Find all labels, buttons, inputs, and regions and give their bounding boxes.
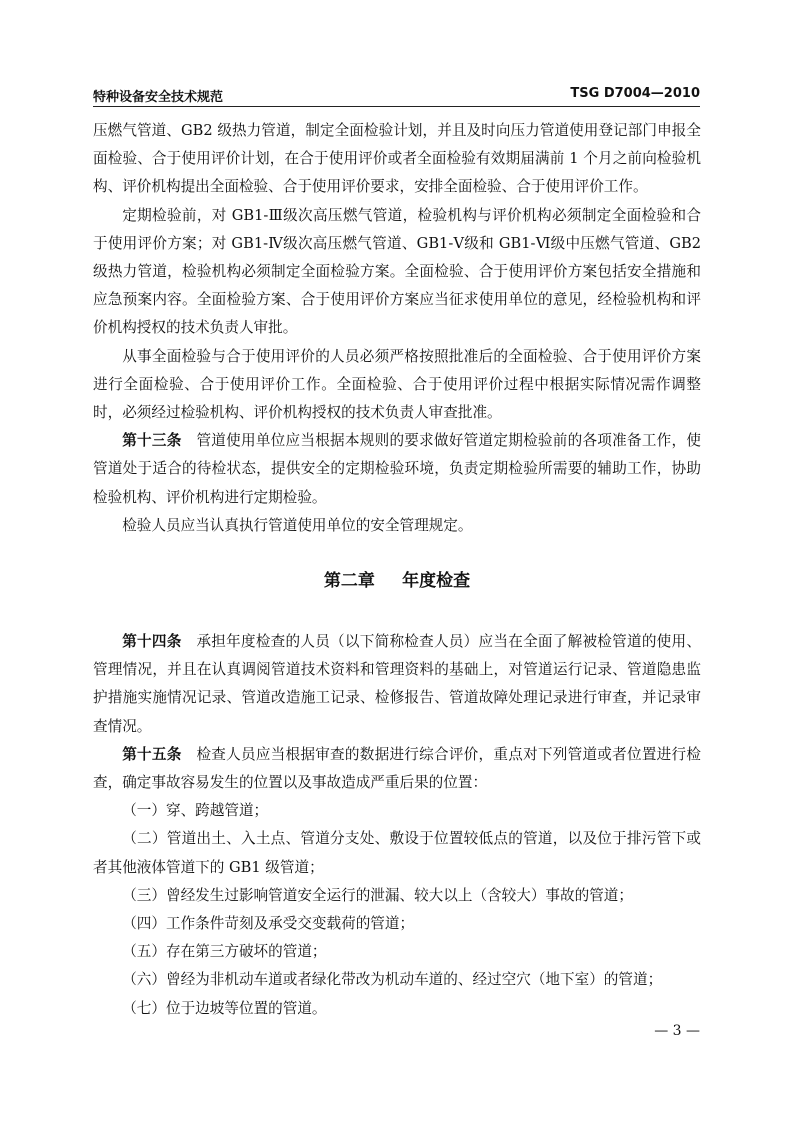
article-label: 第十四条	[122, 633, 182, 651]
article-13: 第十三条 管道使用单位应当根据本规则的要求做好管道定期检验前的各项准备工作，使管道处于适合的待检状态，提供安全的定期检验环境，负责定期检验所需要的辅助工作，协助检验机构、评价机构进行定期检验。	[93, 432, 701, 506]
article-15: 第十五条 检查人员应当根据审查的数据进行综合评价，重点对下列管道或者位置进行检查，确定事故容易发生的位置以及事故造成严重后果的位置：	[93, 745, 701, 792]
list-item: （四）工作条件苛刻及承受交变载荷的管道；	[122, 915, 415, 933]
page-header	[93, 84, 700, 107]
article-label: 第十五条	[122, 745, 182, 763]
header-title: 特种设备安全技术规范	[93, 90, 224, 105]
paragraph: 定期检验前，对 GB1-Ⅲ级次高压燃气管道，检验机构与评价机构必须制定全面检验和合于使用评价方案；对 GB1-Ⅳ级次高压燃气管道、GB1-Ⅴ级和 GB1-Ⅵ级中压燃气管道、GB2 级热力管道，检验机构必须制定全面检验方案。全面检验、合于使用评价方案包括安全措施和应急预案内容。全面检验方案、合于使用评价方案应当征求使用单位的意见，经检验机构和评价机构授权的技术负责人审批。	[93, 206, 701, 337]
list-item: （五）存在第三方破坏的管道；	[122, 943, 327, 961]
page-number: — 3 —	[654, 1023, 700, 1039]
paragraph: 检验人员应当认真执行管道使用单位的安全管理规定。	[122, 516, 473, 534]
list-item: （七）位于边坡等位置的管道。	[122, 999, 327, 1017]
chapter-title: 年度检查	[402, 571, 471, 592]
article-14: 第十四条 承担年度检查的人员（以下简称检查人员）应当在全面了解被检管道的使用、管理情况，并且在认真调阅管道技术资料和管理资料的基础上，对管道运行记录、管道隐患监护措施实施情况记录、管道改造施工记录、检修报告、管道故障处理记录进行审查，并记录审查情况。	[93, 633, 701, 735]
list-item: （一）穿、跨越管道；	[122, 802, 269, 820]
list-item: （二）管道出土、入土点、管道分支处、敷设于位置较低点的管道，以及位于排污管下或者其他液体管道下的 GB1 级管道；	[93, 830, 701, 876]
list-item: （三）曾经发生过影响管道安全运行的泄漏、较大以上（含较大）事故的管道；	[122, 886, 633, 904]
header-standard-code: TSG D7004—2010	[570, 86, 700, 101]
paragraph: 压燃气管道、GB2 级热力管道，制定全面检验计划，并且及时向压力管道使用登记部门申报全面检验、合于使用评价计划，在合于使用评价或者全面检验有效期届满前 1 个月之前向检验机构、评价机构提出全面检验、合于使用评价要求，安排全面检验、合于使用评价工作。	[93, 122, 701, 196]
paragraph: 从事全面检验与合于使用评价的人员必须严格按照批准后的全面检验、合于使用评价方案进行全面检验、合于使用评价工作。全面检验、合于使用评价过程中根据实际情况需作调整时，必须经过检验机构、评价机构授权的技术负责人审查批准。	[93, 347, 701, 422]
article-label: 第十三条	[122, 432, 182, 450]
list-item: （六）曾经为非机动车道或者绿化带改为机动车道的、经过空穴（地下室）的管道；	[122, 971, 663, 989]
document-body	[93, 117, 701, 1023]
chapter-number: 第二章	[323, 571, 375, 592]
chapter-heading	[93, 559, 701, 603]
